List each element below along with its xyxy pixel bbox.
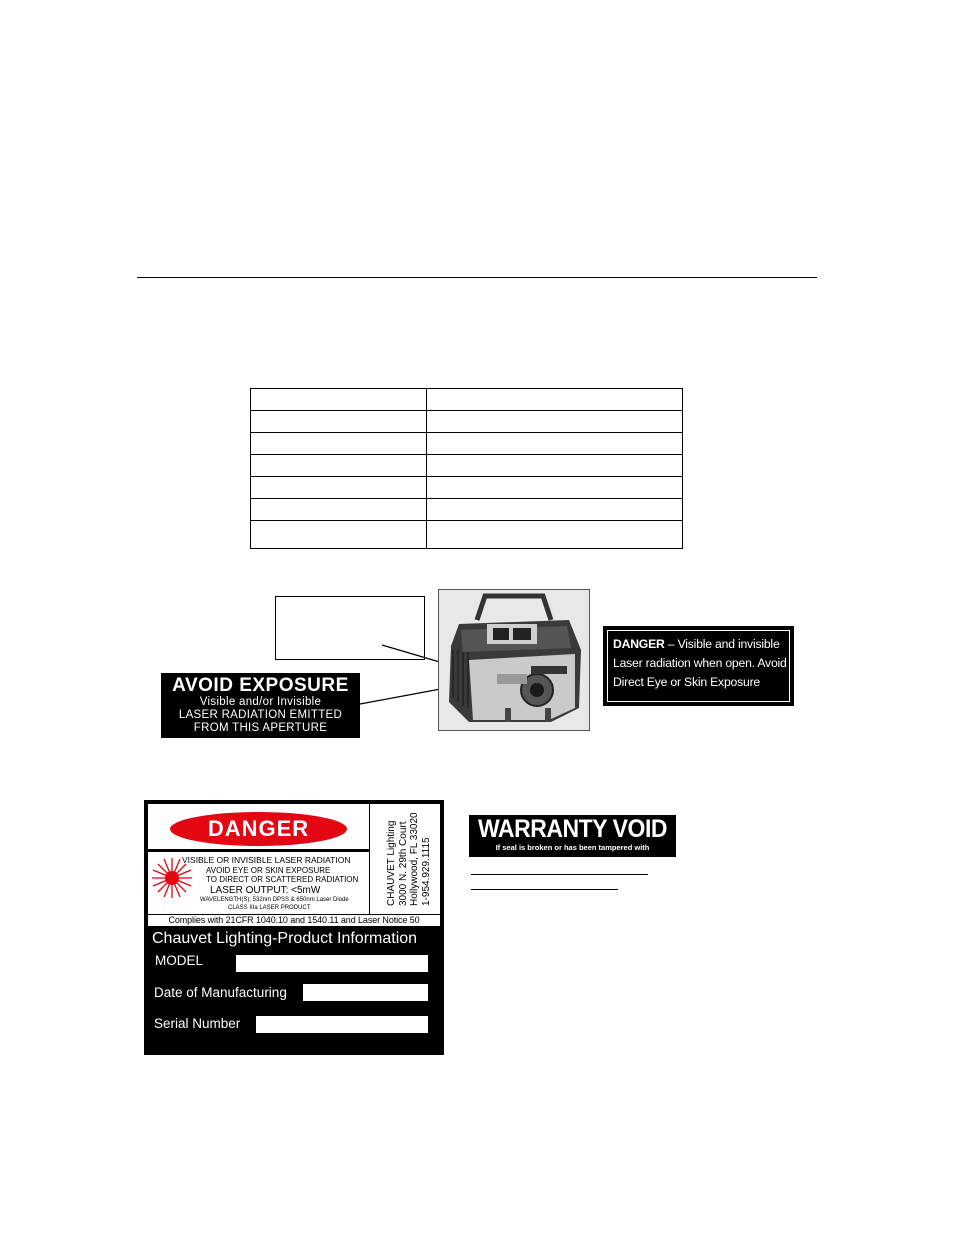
address-line1: CHAUVET Lighting <box>386 820 397 906</box>
danger-oval: DANGER <box>170 812 347 846</box>
address-line2: 3000 N. 29th Court <box>397 821 409 906</box>
compliance-text: Complies with 21CFR 1040.10 and 1540.11 and Laser Notice 50 <box>148 915 440 926</box>
table-row <box>251 477 683 499</box>
table-row <box>251 433 683 455</box>
laser-device-drawing <box>439 590 589 730</box>
avoid-line3: FROM THIS APERTURE <box>193 722 328 734</box>
laser-device-photo <box>438 589 590 731</box>
callout-box <box>275 596 425 660</box>
product-info-title: Chauvet Lighting-Product Information <box>152 930 418 947</box>
danger-text: – Visible and invisible Laser radiation when open. Avoid Direct Eye or Skin Exposure <box>613 637 787 689</box>
underline-1 <box>471 874 648 875</box>
warn-line2: AVOID EYE OR SKIN EXPOSURE <box>206 866 331 875</box>
warn-line3: TO DIRECT OR SCATTERED RADIATION <box>206 875 359 884</box>
warranty-title: WARRANTY VOID <box>477 815 668 843</box>
table-row <box>251 521 683 549</box>
warn-line1: VISIBLE OR INVISIBLE LASER RADIATION <box>182 855 351 865</box>
serial-number-field <box>256 1016 428 1033</box>
model-field <box>236 955 428 972</box>
warranty-subtitle: If seal is broken or has been tampered with <box>495 843 650 852</box>
table-row <box>251 455 683 477</box>
address-panel <box>370 804 440 914</box>
avoid-title: AVOID EXPOSURE <box>172 675 349 696</box>
date-of-manufacturing-field <box>303 984 428 1001</box>
danger-warning-label <box>603 626 794 706</box>
danger-panel <box>148 804 369 914</box>
danger-strong: DANGER <box>613 637 665 651</box>
model-label: MODEL <box>155 953 204 968</box>
date-of-manufacturing-label: Date of Manufacturing <box>154 985 287 1000</box>
table-row <box>251 389 683 411</box>
address-line4: 1-954.929.1115 <box>420 837 432 906</box>
section-divider <box>137 277 817 278</box>
laser-output: LASER OUTPUT: <5mW <box>210 885 321 896</box>
spec-table <box>250 388 683 549</box>
table-row <box>251 499 683 521</box>
address-line3: Hollywood, FL 33020 <box>409 812 420 906</box>
avoid-line1: Visible and/or Invisible <box>199 696 322 708</box>
product-information-label <box>144 800 444 1055</box>
table-row <box>251 411 683 433</box>
avoid-exposure-label <box>161 673 360 738</box>
underline-2 <box>471 889 618 890</box>
wavelength: WAVELENGTH(S): 532nm DPSS & 650nm Laser Diode <box>200 897 349 903</box>
avoid-line2: LASER RADIATION EMITTED <box>178 709 343 721</box>
laser-class: CLASS IIIa LASER PRODUCT <box>228 905 311 911</box>
serial-number-label: Serial Number <box>154 1016 241 1031</box>
warranty-void-seal <box>469 815 676 857</box>
